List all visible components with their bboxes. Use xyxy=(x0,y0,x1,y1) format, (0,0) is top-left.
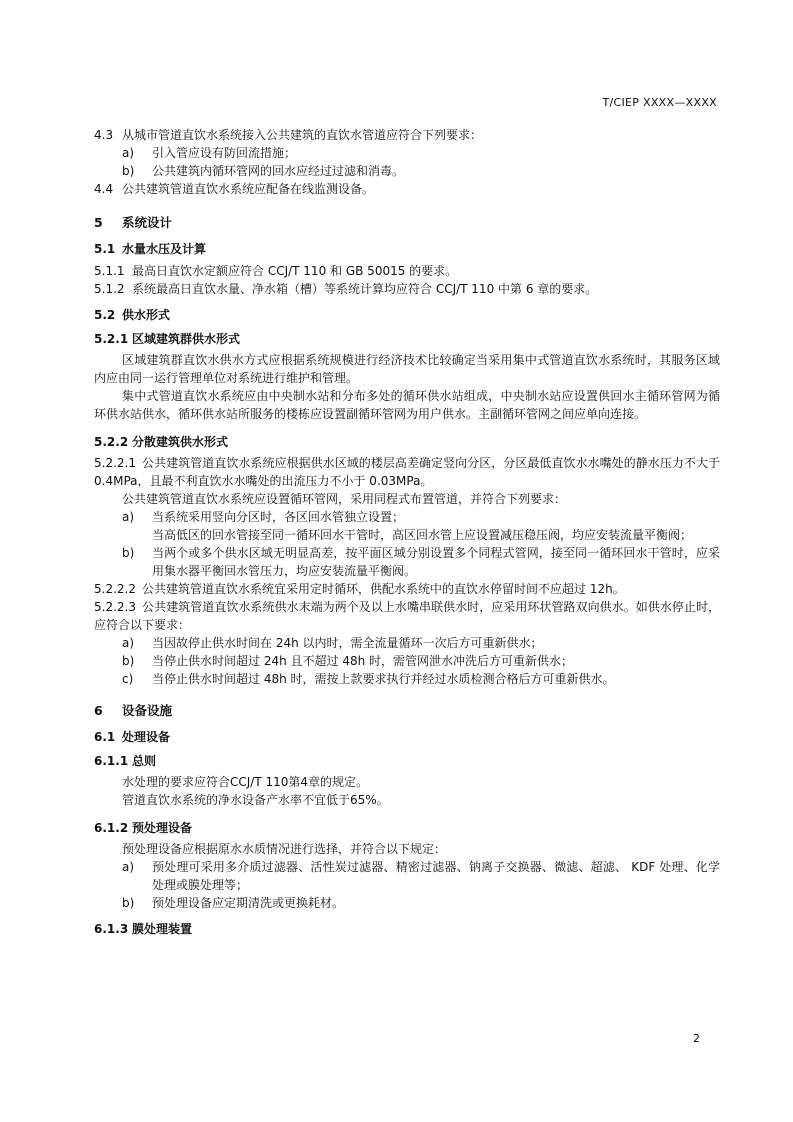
subsection-heading-6-1-1 xyxy=(94,752,720,770)
subsection-number: 6.1.1 xyxy=(94,754,129,768)
list-marker: a) xyxy=(122,510,135,524)
list-item xyxy=(94,894,720,912)
paragraph: 水处理的要求应符合CCJ/T 110第4章的规定。 xyxy=(122,775,369,789)
clause-number: 5.2.2.3 xyxy=(94,600,136,614)
subsection-title: 区域建筑群供水形式 xyxy=(132,332,241,346)
clause-number: 5.2.2.1 xyxy=(94,456,136,470)
section-title: 供水形式 xyxy=(122,308,171,322)
list-item xyxy=(94,544,720,580)
subsection-heading-6-1-3 xyxy=(94,920,720,938)
clause-5-2-2-2 xyxy=(94,580,720,598)
clause-number: 4.4 xyxy=(94,182,114,196)
chapter-heading-5 xyxy=(94,214,720,232)
list-text: 引入管应设有防回流措施； xyxy=(152,146,297,160)
page-number: 2 xyxy=(693,1032,700,1045)
chapter-title: 设备设施 xyxy=(122,703,173,718)
clause-text: 系统最高日直饮水量、净水箱（槽）等系统计算均应符合 CCJ/T 110 中第 6 章的要求。 xyxy=(132,282,598,296)
section-title: 水量水压及计算 xyxy=(122,242,207,256)
subsection-title: 膜处理装置 xyxy=(132,922,193,936)
section-heading-5-1 xyxy=(94,240,720,258)
list-text: 当两个或多个供水区域无明显高差，按平面区域分别设置多个同程式管网，接至同一循环回水干管时，应采用集水器平衡回水管压力，均应安装流量平衡阀。 xyxy=(152,546,720,578)
section-number: 5.2 xyxy=(94,308,116,322)
section-number: 6.1 xyxy=(94,730,116,744)
list-text: 当因故停止供水时间在 24h 以内时，需全流量循环一次后方可重新供水； xyxy=(152,636,543,650)
list-item xyxy=(94,670,720,688)
subsection-number: 6.1.2 xyxy=(94,821,129,835)
chapter-title: 系统设计 xyxy=(122,215,173,230)
list-text: 当停止供水时间超过 48h 时，需按上款要求执行并经过水质检测合格后方可重新供水。 xyxy=(152,672,615,686)
clause-number: 5.1.1 xyxy=(94,264,125,278)
clause-number: 5.2.2.2 xyxy=(94,582,136,596)
subsection-number: 5.2.2 xyxy=(94,435,129,449)
list-marker: a) xyxy=(122,636,135,650)
list-item xyxy=(94,634,720,652)
clause-number: 5.1.2 xyxy=(94,282,125,296)
clause-text: 从城市管道直饮水系统接入公共建筑的直饮水管道应符合下列要求： xyxy=(122,128,483,142)
subsection-number: 6.1.3 xyxy=(94,922,129,936)
paragraph: 管道直饮水系统的净水设备产水率不宜低于65%。 xyxy=(122,793,389,807)
subsection-title: 分散建筑供水形式 xyxy=(132,435,229,449)
list-marker: b) xyxy=(122,164,135,178)
clause-5-1-1 xyxy=(94,262,720,280)
subsection-heading-5-2-1 xyxy=(94,330,720,348)
list-marker: b) xyxy=(122,546,135,560)
clause-4-4 xyxy=(94,180,720,198)
subsection-title: 预处理设备 xyxy=(132,821,193,835)
paragraph: 集中式管道直饮水系统应由中央制水站和分布多处的循环供水站组成，中央制水站应设置供回水主循环管网为循环供水站供水，循环供水站所服务的楼栋应设置副循环管网为用户供水。主副循环管网之间应单向连接。 xyxy=(94,389,720,421)
chapter-number: 6 xyxy=(94,703,103,718)
subsection-title: 总则 xyxy=(132,754,157,768)
subsection-number: 5.2.1 xyxy=(94,332,129,346)
list-item-continuation: 当高低区的回水管接至同一循环回水干管时，高区回水管上应设置减压稳压阀，均应安装流量平衡阀； xyxy=(152,528,693,542)
list-marker: b) xyxy=(122,654,135,668)
chapter-number: 5 xyxy=(94,215,103,230)
subsection-heading-6-1-2 xyxy=(94,819,720,837)
list-marker: a) xyxy=(122,860,135,874)
section-number: 5.1 xyxy=(94,242,116,256)
list-marker: b) xyxy=(122,896,135,910)
list-item xyxy=(94,858,720,894)
clause-5-2-2-3 xyxy=(94,598,720,634)
list-item xyxy=(94,652,720,670)
list-item xyxy=(94,508,720,526)
clause-5-1-2 xyxy=(94,280,720,298)
clause-4-3 xyxy=(94,126,720,144)
list-marker: a) xyxy=(122,146,135,160)
section-heading-6-1 xyxy=(94,728,720,746)
clause-text: 公共建筑管道直饮水系统应配备在线监测设备。 xyxy=(122,182,375,196)
document-code-header: T/CIEP XXXX—XXXX xyxy=(602,96,717,109)
clause-5-2-2-1 xyxy=(94,454,720,490)
document-body xyxy=(94,126,720,941)
list-text: 当系统采用竖向分区时，各区回水管独立设置； xyxy=(152,510,405,524)
clause-text: 公共建筑管道直饮水系统供水末端为两个及以上水嘴串联供水时，应采用环状管路双向供水。如供水停止时，应符合以下要求： xyxy=(94,600,720,632)
list-item xyxy=(94,144,720,162)
section-heading-5-2 xyxy=(94,306,720,324)
clause-text: 公共建筑管道直饮水系统宜采用定时循环，供配水系统中的直饮水停留时间不应超过 12h。 xyxy=(142,582,625,596)
section-title: 处理设备 xyxy=(122,730,171,744)
paragraph: 区域建筑群直饮水供水方式应根据系统规模进行经济技术比较确定当采用集中式管道直饮水系统时，其服务区域内应由同一运行管理单位对系统进行维护和管理。 xyxy=(94,353,720,385)
list-marker: c) xyxy=(122,672,134,686)
clause-text: 最高日直饮水定额应符合 CCJ/T 110 和 GB 50015 的要求。 xyxy=(132,264,458,278)
clause-number: 4.3 xyxy=(94,128,114,142)
list-text: 预处理可采用多介质过滤器、活性炭过滤器、精密过滤器、钠离子交换器、微滤、超滤、 KDF 处理、化学处理或膜处理等； xyxy=(152,860,720,892)
paragraph: 预处理设备应根据原水水质情况进行选择，并符合以下规定： xyxy=(122,842,447,856)
list-item xyxy=(94,162,720,180)
list-text: 当停止供水时间超过 24h 且不超过 48h 时，需管网泄水冲洗后方可重新供水； xyxy=(152,654,574,668)
subsection-heading-5-2-2 xyxy=(94,433,720,451)
paragraph: 公共建筑管道直饮水系统应设置循环管网，采用同程式布置管道，并符合下列要求： xyxy=(122,492,567,506)
list-text: 预处理设备应定期清洗或更换耗材。 xyxy=(152,896,345,910)
chapter-heading-6 xyxy=(94,702,720,720)
list-text: 公共建筑内循环管网的回水应经过过滤和消毒。 xyxy=(152,164,405,178)
clause-text: 公共建筑管道直饮水系统应根据供水区域的楼层高差确定竖向分区，分区最低直饮水水嘴处的静水压力不大于 0.4MPa，且最不利直饮水水嘴处的出流压力不小于 0.03MPa。 xyxy=(94,456,720,488)
